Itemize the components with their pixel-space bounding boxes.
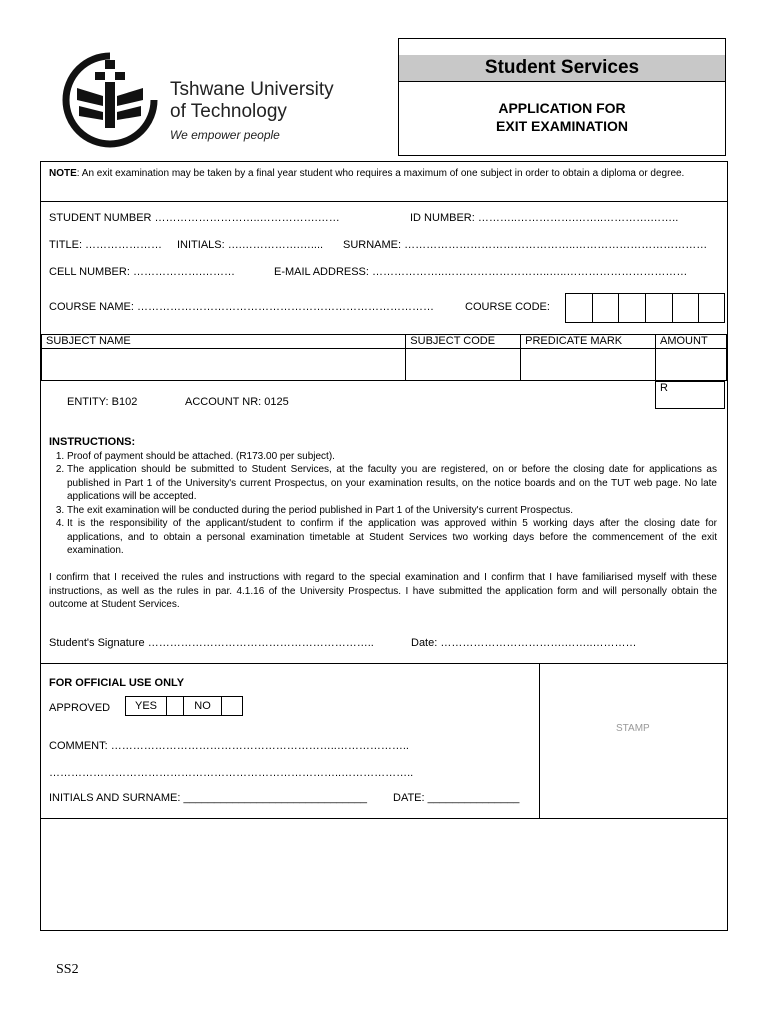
column-header: PREDICATE MARK [521,335,656,349]
form-title-box [398,38,726,156]
tut-emblem-icon [55,48,165,148]
email-field[interactable]: E-MAIL ADDRESS: ………………..………………………..…..…………………………… [274,266,688,278]
divider [41,201,727,202]
amount-total-box[interactable] [655,381,725,409]
department-title: Student Services [399,55,725,82]
subject-code-cell[interactable] [406,349,521,381]
initials-field[interactable]: INITIALS: ….…………….….... [177,239,324,251]
title-box-top-strip [399,39,725,56]
divider [41,663,727,664]
currency-symbol: R [660,382,668,394]
instruction-item: 3. The exit examination will be conducted during the period published in Part 1 of the University's current Prospectus. [67,504,717,518]
course-code-label: COURSE CODE: [465,301,550,313]
instruction-item: 1. Proof of payment should be attached. (R173.00 per subject). [67,450,717,464]
student-number-field[interactable]: STUDENT NUMBER ………………………..…………….…… [49,212,340,224]
form-code: SS2 [56,962,79,977]
no-checkbox[interactable] [222,697,242,715]
official-initials-surname-field[interactable]: INITIALS AND SURNAME: ______________________________ [49,792,368,804]
comment-field[interactable]: COMMENT: ……………………………………………………..……………….. [49,740,409,752]
form-title-line1: APPLICATION FOR [498,100,626,116]
instructions-list [49,450,717,558]
column-header: SUBJECT CODE [406,335,521,349]
official-use-heading: FOR OFFICIAL USE ONLY [49,677,185,689]
official-date-field[interactable]: DATE: _______________ [393,792,520,804]
university-name-line1: Tshwane University [170,79,334,100]
student-signature-field[interactable]: Student's Signature …………………………………………………….. [49,637,374,649]
course-code-box-divider [672,294,673,322]
column-header: AMOUNT [656,335,727,349]
subject-name-cell[interactable] [42,349,406,381]
id-number-field[interactable]: ID NUMBER: ………..…………….……..………….…….. [410,212,679,224]
application-form [40,161,728,931]
yes-option[interactable]: YES [126,697,167,715]
table-row [42,349,727,381]
note-text: : An exit examination may be taken by a final year student who requires a maximum of one subject in order to obtain a diploma or degree. [76,168,685,179]
course-code-box-divider [698,294,699,322]
instruction-item: 4. It is the responsibility of the applicant/student to confirm if the application was approved within 5 working days after the closing date for applications, and to obtain a personal examination timetable at Student Services two working days before the commencement of the exit examination. [67,517,717,558]
divider [41,818,727,819]
instructions-section [49,436,717,558]
approved-label: APPROVED [49,702,111,714]
no-option[interactable]: NO [184,697,222,715]
approval-options [125,696,243,716]
predicate-mark-cell[interactable] [521,349,656,381]
stamp-label: STAMP [616,723,650,734]
course-code-box-divider [592,294,593,322]
form-title [399,99,725,135]
entity-label: ENTITY: B102 [67,396,138,408]
column-header: SUBJECT NAME [42,335,406,349]
note-label: NOTE [49,168,77,179]
confirmation-text: I confirm that I received the rules and instructions with regard to the special examination and I confirm that I have familiarised myself with these instructions, as well as the rules in par. 4.1.16 of the University Prospectus. I have submitted the application form and will personally obtain the outcome at Student Services. [49,572,717,610]
title-field[interactable]: TITLE: ………………… [49,239,163,251]
university-motto: We empower people [170,128,280,142]
instructions-heading: INSTRUCTIONS: [49,436,136,448]
account-number-label: ACCOUNT NR: 0125 [185,396,289,408]
stamp-divider [539,663,540,818]
university-name-line2: of Technology [170,101,287,122]
subject-table [41,334,727,381]
note-section [49,167,721,180]
course-name-field[interactable]: COURSE NAME: ……………………………………………………………………… [49,301,435,313]
yes-checkbox[interactable] [167,697,184,715]
table-header-row [42,335,727,349]
comment-continuation-field[interactable]: ……………………………………………………………………..……………….. [49,767,414,779]
course-code-boxes[interactable] [565,293,725,323]
signature-date-field[interactable]: Date: …………………………….……..………… [411,637,637,649]
instruction-item: 2. The application should be submitted to Student Services, at the faculty you are registered, on or before the closing date for applications as published in Part 1 of the University's current Prospectus, on your examination results, on the notice boards and on the TUT web page. No late applications will be accepted. [67,463,717,504]
course-code-box-divider [618,294,619,322]
cell-number-field[interactable]: CELL NUMBER: ……………….……… [49,266,236,278]
amount-cell[interactable] [656,349,727,381]
course-code-box-divider [645,294,646,322]
form-title-line2: EXIT EXAMINATION [496,118,628,134]
surname-field[interactable]: SURNAME: ………………………………………..……………………………… [343,239,708,251]
